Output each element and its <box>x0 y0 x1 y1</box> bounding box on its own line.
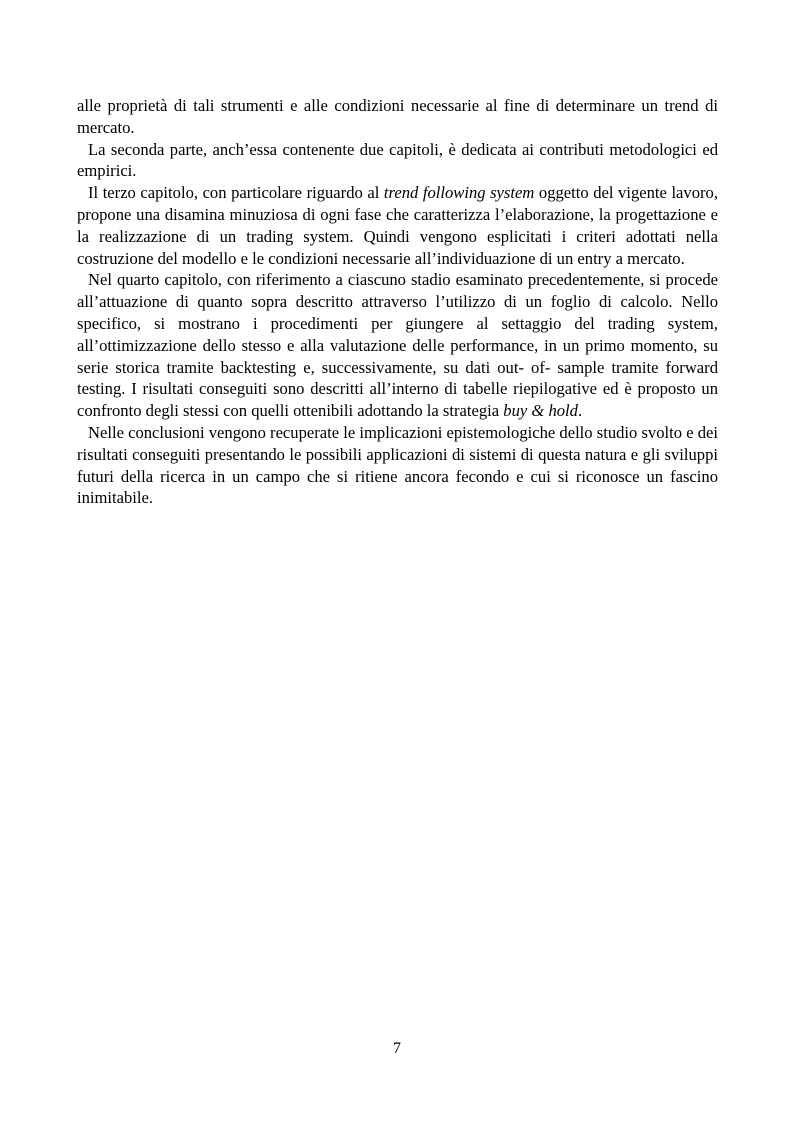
paragraph-2: La seconda parte, anch’essa contenente due capitoli, è dedicata ai contributi metodologici ed empirici. <box>77 139 718 181</box>
paragraph-4-italic-term: buy & hold <box>503 401 578 421</box>
paragraph-3-text-after: oggetto del vigente lavoro, propone una disamina minuziosa di ogni fase che caratterizza l’elaborazione, la progettazione e la realizzazione di un trading system. Quindi vengono esplicitati i criteri adottati nella costruzione del modello e le condizioni necessarie all’individuazione di un entry a mercato. <box>77 183 718 268</box>
paragraph-3-italic-term: trend following system <box>383 183 535 203</box>
paragraph-4 <box>77 269 718 422</box>
paragraph-5: Nelle conclusioni vengono recuperate le implicazioni epistemologiche dello studio svolto e dei risultati conseguiti presentando le possibili applicazioni di sistemi di questa natura e gli sviluppi futuri della ricerca in un campo che si ritiene ancora fecondo e cui si riconosce un fascino inimitabile. <box>77 422 718 508</box>
paragraph-3 <box>77 182 718 269</box>
paragraph-3-text-before: Il terzo capitolo, con particolare riguardo al <box>88 183 384 203</box>
paragraph-1: alle proprietà di tali strumenti e alle condizioni necessarie al fine di determinare un trend di mercato. <box>77 96 718 137</box>
paragraph-4-text-before: Nel quarto capitolo, con riferimento a ciascuno stadio esaminato precedentemente, si procede all’attuazione di quanto sopra descritto attraverso l’utilizzo di un foglio di calcolo. Nello specifico, si mostrano i procedimenti per giungere al settaggio del trading system, all’ottimizzazione dello stesso e alla valutazione delle performance, in un primo momento, su serie storica tramite backtesting e, successivamente, su dati out- of- sample tramite forward testing. I risultati conseguiti sono descritti all’interno di tabelle riepilogative ed è proposto un confronto degli stessi con quelli ottenibili adottando la strategia <box>77 270 718 421</box>
page-body <box>77 95 718 509</box>
page-number: 7 <box>393 1040 401 1057</box>
paragraph-4-text-after: . <box>577 401 583 421</box>
